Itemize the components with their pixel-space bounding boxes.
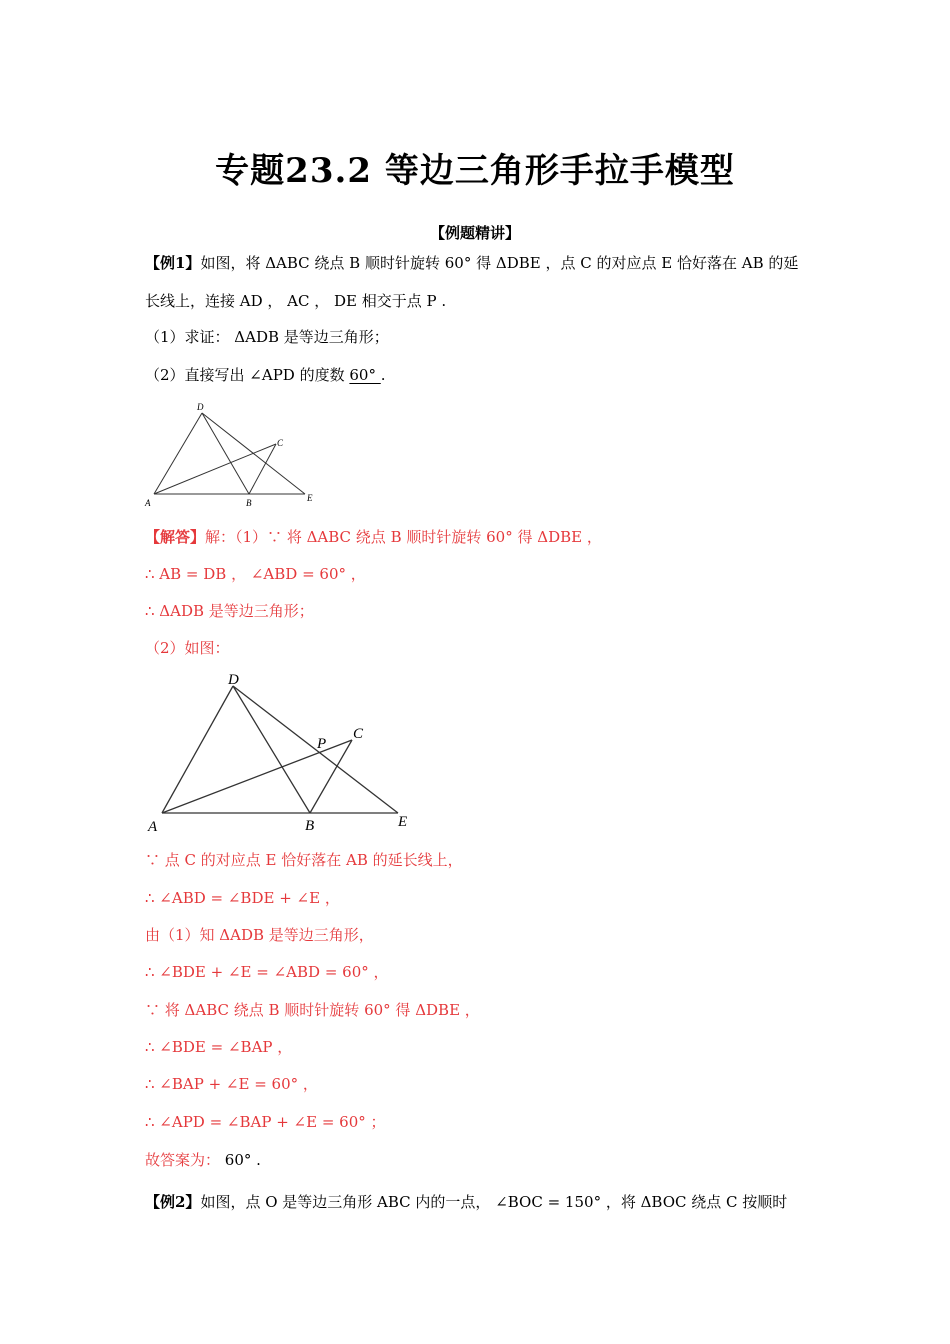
solution-line5: ∵ 点 C 的对应点 E 恰好落在 AB 的延长线上， xyxy=(145,851,463,869)
fig2-label-B: B xyxy=(305,818,315,834)
answer-value: 60° . xyxy=(220,1151,261,1169)
fig2-segment-DB xyxy=(233,686,310,813)
example1-stem-text1: 如图，将 ΔABC 绕点 B 顺时针旋转 60° 得 ΔDBE ，点 C 的对应点 E 恰好落在 AB 的延 xyxy=(200,254,799,272)
fig2-segment-AD xyxy=(162,686,233,813)
section-header: 【例题精讲】 xyxy=(429,224,520,242)
solution-line3: ∴ ΔADB 是等边三角形； xyxy=(145,602,314,620)
example2-tag: 【例2】 xyxy=(145,1193,201,1211)
example1-question1: （1）求证： ΔADB 是等边三角形； xyxy=(145,328,389,346)
question2-prefix: （2）直接写出 ∠APD 的度数 xyxy=(145,366,345,384)
example2-stem-line1 xyxy=(145,1192,787,1212)
solution-line4: （2）如图： xyxy=(145,639,230,657)
fig1-label-B: B xyxy=(246,498,252,508)
fig1-label-D: D xyxy=(197,402,204,412)
solution-line12: ∴ ∠APD = ∠BAP + ∠E = 60° ； xyxy=(145,1113,386,1131)
solution-tag: 【解答】 xyxy=(145,528,206,546)
fig1-segment-DB xyxy=(202,413,249,494)
solution-line1-text: 解：（1）∵ 将 ΔABC 绕点 B 顺时针旋转 60° 得 ΔDBE ， xyxy=(205,528,602,546)
solution-line13 xyxy=(145,1150,261,1170)
example1-tag: 【例1】 xyxy=(145,254,201,272)
example1-question2 xyxy=(145,365,386,385)
figure-1 xyxy=(140,398,330,513)
answer-label: 故答案为： xyxy=(145,1151,221,1169)
example1-stem-line1 xyxy=(145,253,798,273)
fig1-segment-AC xyxy=(154,444,276,494)
solution-line8: ∴ ∠BDE + ∠E = ∠ABD = 60° ， xyxy=(145,963,389,981)
figure-2 xyxy=(140,668,430,838)
fig2-label-P: P xyxy=(317,736,327,752)
example2-stem-text: 如图，点 O 是等边三角形 ABC 内的一点， ∠BOC = 150° ，将 ΔBOC 绕点 C 按顺时 xyxy=(200,1193,788,1211)
question2-answer-blank: 60° xyxy=(349,366,381,384)
solution-line1 xyxy=(145,527,602,547)
page-title: 专题23.2 等边三角形手拉手模型 xyxy=(215,151,735,191)
fig2-label-E: E xyxy=(398,814,408,830)
fig1-segment-AD xyxy=(154,413,202,494)
solution-line10: ∴ ∠BDE = ∠BAP ， xyxy=(145,1038,293,1056)
fig2-label-D: D xyxy=(228,672,239,688)
question2-suffix: . xyxy=(380,366,386,384)
solution-line11: ∴ ∠BAP + ∠E = 60° ， xyxy=(145,1075,318,1093)
fig2-label-C: C xyxy=(353,726,364,742)
fig1-segment-BC xyxy=(249,444,276,494)
solution-line7: 由（1）知 ΔADB 是等边三角形， xyxy=(145,926,374,944)
fig1-label-E: E xyxy=(307,493,313,503)
fig2-label-A: A xyxy=(148,819,158,835)
example1-stem-line2: 长线上，连接 AD ， AC ， DE 相交于点 P . xyxy=(145,292,447,310)
solution-line2: ∴ AB = DB ， ∠ABD = 60° ， xyxy=(145,565,366,583)
fig1-label-C: C xyxy=(277,438,284,448)
fig1-label-A: A xyxy=(145,498,151,508)
solution-line6: ∴ ∠ABD = ∠BDE + ∠E ， xyxy=(145,889,340,907)
fig2-segment-DE xyxy=(233,686,398,813)
solution-line9: ∵ 将 ΔABC 绕点 B 顺时针旋转 60° 得 ΔDBE ， xyxy=(145,1001,480,1019)
